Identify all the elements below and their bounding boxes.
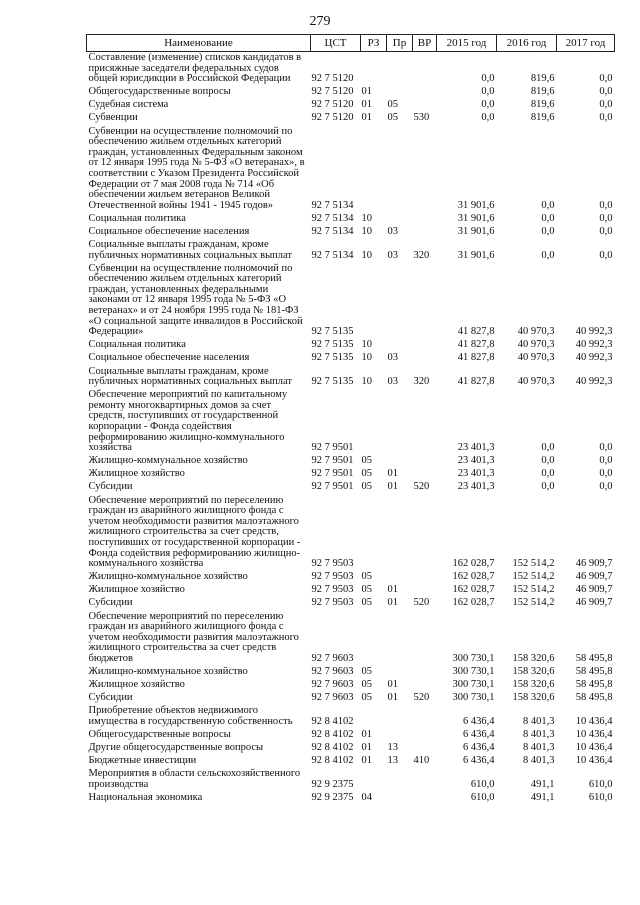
cell-name: Бюджетные инвестиции [88, 755, 197, 767]
cell-vr: 320 [413, 376, 430, 388]
cell-2015: 0,0 [481, 86, 495, 98]
cell-vr [413, 584, 437, 597]
cell-2015: 23 401,3 [457, 455, 495, 467]
cell-cst: 92 7 9503 [311, 584, 354, 596]
cell-rz [361, 705, 387, 729]
header-vr: ВР [413, 35, 437, 52]
table-row [87, 226, 615, 239]
cell-name: Субсидии [88, 692, 133, 704]
cell-2015: 31 901,6 [457, 249, 495, 261]
cell-vr [413, 455, 437, 468]
table-row [87, 468, 615, 481]
cell-rz: 05 [361, 692, 372, 704]
cell-2015: 41 827,8 [457, 376, 495, 388]
cell-vr [413, 263, 437, 340]
cell-rz [361, 495, 387, 572]
table-header-row [87, 35, 615, 52]
cell-name: Составление (изменение) списков кандидатов в присяжные заседатели федеральных судов общей юрисдикции в Российской Федерации [88, 52, 302, 85]
cell-2017: 0,0 [599, 468, 613, 480]
cell-2015: 31 901,6 [457, 225, 495, 237]
cell-vr [413, 389, 437, 455]
cell-2016: 0,0 [541, 212, 555, 224]
cell-2016: 819,6 [530, 99, 555, 111]
cell-vr [413, 666, 437, 679]
cell-pr: 05 [387, 99, 398, 111]
cell-2016: 152 514,2 [512, 571, 555, 583]
cell-vr: 520 [413, 692, 430, 704]
cell-name: Социальная политика [88, 339, 186, 351]
cell-2017: 46 909,7 [575, 571, 613, 583]
table-row [87, 263, 615, 340]
cell-name: Приобретение объектов недвижимого имущества в государственную собственность [88, 705, 293, 727]
header-cst: ЦСТ [311, 35, 361, 52]
cell-rz: 10 [361, 225, 372, 237]
cell-cst: 92 7 9501 [311, 481, 354, 493]
cell-name: Жилищное хозяйство [88, 468, 185, 480]
cell-2017: 610,0 [588, 791, 613, 803]
cell-2017: 10 436,4 [575, 715, 613, 727]
cell-pr [387, 705, 413, 729]
cell-pr [387, 792, 413, 805]
cell-2016: 152 514,2 [512, 597, 555, 609]
cell-2016: 491,1 [530, 778, 555, 790]
cell-2016: 152 514,2 [512, 584, 555, 596]
cell-2017: 58 495,8 [575, 652, 613, 664]
cell-name: Национальная экономика [88, 791, 203, 803]
cell-vr: 410 [413, 755, 430, 767]
cell-rz: 05 [361, 597, 372, 609]
cell-pr [387, 768, 413, 792]
cell-rz [361, 389, 387, 455]
cell-2016: 0,0 [541, 225, 555, 237]
cell-vr [413, 339, 437, 352]
cell-2017: 40 992,3 [575, 352, 613, 364]
header-pr: Пр [387, 35, 413, 52]
cell-2016: 0,0 [541, 199, 555, 211]
table-row [87, 481, 615, 494]
cell-2016: 0,0 [541, 468, 555, 480]
cell-cst: 92 7 5135 [311, 352, 354, 364]
table-row [87, 597, 615, 610]
cell-name: Жилищное хозяйство [88, 679, 185, 691]
header-rz: РЗ [361, 35, 387, 52]
cell-name: Жилищно-коммунальное хозяйство [88, 455, 248, 467]
cell-2015: 41 827,8 [457, 352, 495, 364]
cell-2016: 40 970,3 [517, 352, 555, 364]
cell-2017: 40 992,3 [575, 376, 613, 388]
cell-rz [361, 52, 387, 87]
cell-vr [413, 52, 437, 87]
cell-cst: 92 8 4102 [311, 755, 354, 767]
cell-rz: 05 [361, 679, 372, 691]
table-row [87, 339, 615, 352]
cell-pr: 01 [387, 692, 398, 704]
cell-rz: 10 [361, 339, 372, 351]
table-row [87, 768, 615, 792]
cell-2016: 158 320,6 [512, 665, 555, 677]
cell-2017: 0,0 [599, 481, 613, 493]
cell-cst: 92 7 5134 [311, 199, 354, 211]
table-row [87, 584, 615, 597]
table-row [87, 126, 615, 213]
cell-2017: 0,0 [599, 73, 613, 85]
cell-rz: 01 [361, 112, 372, 124]
cell-pr: 01 [387, 597, 398, 609]
cell-cst: 92 7 9503 [311, 597, 354, 609]
cell-vr [413, 99, 437, 112]
cell-rz: 01 [361, 728, 372, 740]
cell-2017: 0,0 [599, 112, 613, 124]
cell-2017: 10 436,4 [575, 755, 613, 767]
cell-pr [387, 455, 413, 468]
cell-cst: 92 7 5134 [311, 249, 354, 261]
cell-2017: 0,0 [599, 249, 613, 261]
cell-2017: 0,0 [599, 442, 613, 454]
cell-rz: 01 [361, 86, 372, 98]
table-row [87, 742, 615, 755]
cell-name: Судебная система [88, 99, 169, 111]
cell-cst: 92 8 4102 [311, 742, 354, 754]
table-row [87, 666, 615, 679]
cell-2015: 0,0 [481, 73, 495, 85]
cell-2016: 819,6 [530, 112, 555, 124]
cell-2017: 0,0 [599, 86, 613, 98]
cell-pr [387, 666, 413, 679]
table-row [87, 52, 615, 87]
cell-2015: 300 730,1 [452, 665, 495, 677]
cell-name: Обеспечение мероприятий по переселению граждан из аварийного жилищного фонда с учетом необходимости развития малоэтажного жилищного строительства за счет средств, поступивших от государственной корпорации - Фонда содействия реформированию жилищно-коммунального хозяйства [88, 494, 301, 570]
cell-2017: 58 495,8 [575, 679, 613, 691]
cell-2017: 40 992,3 [575, 326, 613, 338]
cell-2017: 0,0 [599, 99, 613, 111]
cell-rz [361, 263, 387, 340]
table-row [87, 455, 615, 468]
cell-vr: 320 [413, 249, 430, 261]
cell-cst: 92 7 9603 [311, 679, 354, 691]
cell-2017: 58 495,8 [575, 692, 613, 704]
cell-cst: 92 7 5134 [311, 212, 354, 224]
cell-2016: 491,1 [530, 791, 555, 803]
cell-vr [413, 729, 437, 742]
cell-2016: 819,6 [530, 73, 555, 85]
table-row [87, 86, 615, 99]
cell-cst: 92 7 5120 [311, 112, 354, 124]
table-row [87, 239, 615, 263]
cell-rz: 01 [361, 99, 372, 111]
cell-vr [413, 768, 437, 792]
cell-cst: 92 8 4102 [311, 728, 354, 740]
cell-pr [387, 52, 413, 87]
cell-rz: 04 [361, 791, 372, 803]
cell-2017: 10 436,4 [575, 728, 613, 740]
cell-vr [413, 86, 437, 99]
table-row [87, 99, 615, 112]
budget-table [86, 34, 615, 805]
cell-cst: 92 9 2375 [311, 778, 354, 790]
cell-cst: 92 7 5135 [311, 376, 354, 388]
cell-2015: 31 901,6 [457, 212, 495, 224]
cell-2015: 6 436,4 [463, 755, 495, 767]
cell-pr: 03 [387, 376, 398, 388]
cell-2016: 40 970,3 [517, 339, 555, 351]
cell-2015: 23 401,3 [457, 442, 495, 454]
cell-cst: 92 7 9503 [311, 571, 354, 583]
cell-vr [413, 792, 437, 805]
cell-rz: 05 [361, 468, 372, 480]
cell-name: Субсидии [88, 597, 133, 609]
cell-pr [387, 263, 413, 340]
cell-vr: 520 [413, 597, 430, 609]
cell-pr: 03 [387, 225, 398, 237]
cell-2015: 0,0 [481, 112, 495, 124]
cell-2015: 300 730,1 [452, 692, 495, 704]
cell-2017: 0,0 [599, 225, 613, 237]
cell-name: Социальное обеспечение населения [88, 225, 250, 237]
cell-pr: 01 [387, 679, 398, 691]
cell-2016: 0,0 [541, 442, 555, 454]
cell-rz [361, 126, 387, 213]
cell-2015: 162 028,7 [452, 571, 495, 583]
cell-pr: 03 [387, 249, 398, 261]
cell-2015: 300 730,1 [452, 679, 495, 691]
cell-pr: 13 [387, 755, 398, 767]
cell-cst: 92 7 9501 [311, 468, 354, 480]
table-row [87, 792, 615, 805]
cell-vr [413, 126, 437, 213]
table-row [87, 112, 615, 125]
cell-2015: 23 401,3 [457, 468, 495, 480]
cell-2016: 158 320,6 [512, 652, 555, 664]
cell-2015: 162 028,7 [452, 597, 495, 609]
cell-vr [413, 468, 437, 481]
cell-cst: 92 7 5120 [311, 99, 354, 111]
cell-cst: 92 7 5134 [311, 225, 354, 237]
cell-2016: 8 401,3 [523, 742, 555, 754]
cell-cst: 92 9 2375 [311, 791, 354, 803]
cell-name: Обеспечение мероприятий по переселению граждан из аварийного жилищного фонда с учетом необходимости развития малоэтажного жилищного строительства за счет средств бюджетов [88, 610, 299, 664]
header-2015: 2015 год [437, 35, 497, 52]
cell-rz: 05 [361, 481, 372, 493]
cell-vr [413, 679, 437, 692]
table-row [87, 571, 615, 584]
table-body [87, 52, 615, 806]
table-row [87, 213, 615, 226]
cell-vr [413, 611, 437, 666]
cell-rz: 10 [361, 212, 372, 224]
cell-pr [387, 339, 413, 352]
header-name: Наименование [87, 35, 311, 52]
table-row [87, 389, 615, 455]
cell-2015: 610,0 [470, 791, 495, 803]
cell-pr: 01 [387, 481, 398, 493]
cell-rz: 05 [361, 665, 372, 677]
cell-rz: 10 [361, 249, 372, 261]
cell-2016: 0,0 [541, 455, 555, 467]
cell-cst: 92 7 9603 [311, 692, 354, 704]
cell-2017: 46 909,7 [575, 597, 613, 609]
cell-2015: 0,0 [481, 99, 495, 111]
cell-2015: 300 730,1 [452, 652, 495, 664]
cell-2017: 46 909,7 [575, 558, 613, 570]
cell-pr [387, 86, 413, 99]
cell-cst: 92 7 9503 [311, 558, 354, 570]
table-row [87, 705, 615, 729]
cell-2017: 40 992,3 [575, 339, 613, 351]
cell-rz: 05 [361, 584, 372, 596]
table-row [87, 692, 615, 705]
cell-name: Субвенции на осуществление полномочий по обеспечению жильем отдельных категорий граждан, установленных федеральными законами от 12 января 1995 года № 5-ФЗ «О ветеранах» и от 24 ноября 1995 года № 181-ФЗ «О социальной защите инвалидов в Российской Федерации» [88, 262, 303, 338]
cell-name: Жилищное хозяйство [88, 584, 185, 596]
table-row [87, 679, 615, 692]
cell-vr: 520 [413, 481, 430, 493]
cell-2016: 0,0 [541, 481, 555, 493]
cell-2016: 40 970,3 [517, 326, 555, 338]
cell-name: Субсидии [88, 481, 133, 493]
cell-pr: 05 [387, 112, 398, 124]
cell-name: Социальная политика [88, 212, 186, 224]
cell-pr [387, 126, 413, 213]
cell-2015: 41 827,8 [457, 339, 495, 351]
cell-2015: 6 436,4 [463, 715, 495, 727]
cell-name: Общегосударственные вопросы [88, 86, 231, 98]
cell-rz: 01 [361, 755, 372, 767]
cell-vr [413, 571, 437, 584]
cell-name: Социальные выплаты гражданам, кроме публичных нормативных социальных выплат [88, 239, 292, 261]
cell-name: Обеспечение мероприятий по капитальному ремонту многоквартирных домов за счет средств, поступивших от государственной корпорации - Фонда содействия реформированию жилищно-коммунального хозяйства [88, 389, 288, 454]
cell-name: Субвенции [88, 112, 138, 124]
cell-2017: 0,0 [599, 199, 613, 211]
cell-pr [387, 611, 413, 666]
page-number: 279 [309, 14, 331, 29]
cell-cst: 92 7 9501 [311, 442, 354, 454]
cell-cst: 92 7 5135 [311, 339, 354, 351]
cell-2015: 6 436,4 [463, 742, 495, 754]
cell-2017: 610,0 [588, 778, 613, 790]
cell-2017: 46 909,7 [575, 584, 613, 596]
cell-2016: 40 970,3 [517, 376, 555, 388]
cell-rz [361, 768, 387, 792]
cell-name: Жилищно-коммунальное хозяйство [88, 665, 248, 677]
header-2017: 2017 год [557, 35, 615, 52]
cell-rz: 01 [361, 742, 372, 754]
cell-2015: 31 901,6 [457, 199, 495, 211]
cell-name: Жилищно-коммунальное хозяйство [88, 571, 248, 583]
header-2016: 2016 год [497, 35, 557, 52]
cell-pr [387, 729, 413, 742]
cell-pr [387, 389, 413, 455]
cell-name: Социальные выплаты гражданам, кроме публичных нормативных социальных выплат [88, 365, 292, 388]
cell-2015: 6 436,4 [463, 728, 495, 740]
cell-name: Субвенции на осуществление полномочий по обеспечению жильем отдельных категорий граждан, установленных Федеральным законом от 12 января 1995 года № 5-ФЗ «О ветеранах», в соответствии с Указом Президента Российской Федерации от 7 мая 2008 года № 714 «Об обеспечении жильем ветеранов Великой Отечественной войны 1941 - 1945 годов» [88, 125, 305, 211]
cell-vr [413, 226, 437, 239]
cell-2015: 162 028,7 [452, 558, 495, 570]
cell-vr [413, 705, 437, 729]
cell-2016: 8 401,3 [523, 728, 555, 740]
cell-name: Другие общегосударственные вопросы [88, 742, 264, 754]
cell-name: Мероприятия в области сельскохозяйственного производства [88, 768, 301, 790]
cell-rz [361, 611, 387, 666]
cell-2016: 819,6 [530, 86, 555, 98]
cell-cst: 92 7 5120 [311, 73, 354, 85]
cell-2016: 158 320,6 [512, 692, 555, 704]
cell-pr: 01 [387, 584, 398, 596]
cell-2017: 0,0 [599, 212, 613, 224]
cell-2016: 158 320,6 [512, 679, 555, 691]
cell-vr [413, 352, 437, 365]
cell-pr [387, 213, 413, 226]
cell-rz: 10 [361, 352, 372, 364]
cell-2016: 0,0 [541, 249, 555, 261]
cell-2015: 162 028,7 [452, 584, 495, 596]
cell-2015: 41 827,8 [457, 326, 495, 338]
table-row [87, 352, 615, 365]
cell-2015: 23 401,3 [457, 481, 495, 493]
cell-cst: 92 7 9501 [311, 455, 354, 467]
table-row [87, 366, 615, 390]
cell-cst: 92 7 5120 [311, 86, 354, 98]
cell-cst: 92 7 9603 [311, 665, 354, 677]
table-row [87, 755, 615, 768]
cell-pr [387, 495, 413, 572]
cell-rz: 05 [361, 571, 372, 583]
cell-cst: 92 7 9603 [311, 652, 354, 664]
cell-2016: 152 514,2 [512, 558, 555, 570]
cell-vr [413, 742, 437, 755]
cell-2017: 0,0 [599, 455, 613, 467]
cell-2016: 8 401,3 [523, 755, 555, 767]
cell-pr: 03 [387, 352, 398, 364]
cell-pr: 13 [387, 742, 398, 754]
cell-2017: 58 495,8 [575, 665, 613, 677]
cell-pr: 01 [387, 468, 398, 480]
cell-cst: 92 8 4102 [311, 715, 354, 727]
cell-cst: 92 7 5135 [311, 326, 354, 338]
cell-name: Социальное обеспечение населения [88, 352, 250, 364]
cell-name: Общегосударственные вопросы [88, 728, 231, 740]
cell-rz: 05 [361, 455, 372, 467]
cell-2016: 8 401,3 [523, 715, 555, 727]
table-row [87, 611, 615, 666]
cell-rz: 10 [361, 376, 372, 388]
cell-pr [387, 571, 413, 584]
cell-vr [413, 213, 437, 226]
cell-2015: 610,0 [470, 778, 495, 790]
cell-vr: 530 [413, 112, 430, 124]
table-row [87, 729, 615, 742]
cell-2017: 10 436,4 [575, 742, 613, 754]
cell-vr [413, 495, 437, 572]
table-row [87, 495, 615, 572]
